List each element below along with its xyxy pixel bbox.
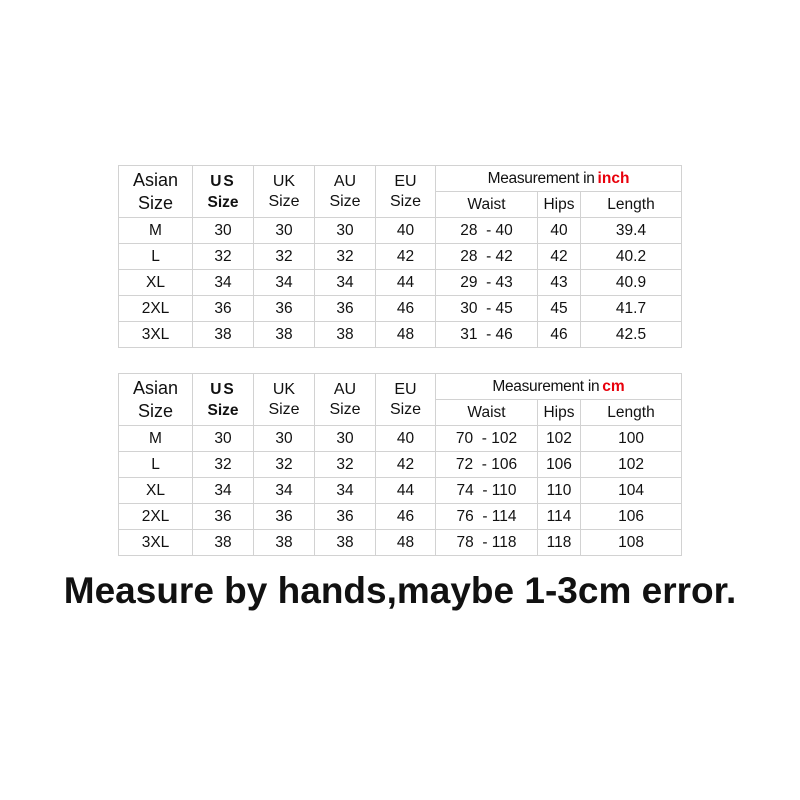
cell-length: 39.4 [581,218,682,244]
cell-hips: 43 [538,270,581,296]
cell-length: 40.9 [581,270,682,296]
cell-uk: 34 [254,478,315,504]
size-table-inch [118,165,682,348]
cell-uk: 38 [254,530,315,556]
cell-au: 36 [315,296,376,322]
cell-length: 104 [581,478,682,504]
header-uk-label: Size [268,192,300,210]
cell-uk: 32 [254,452,315,478]
cell-us: 34 [193,270,254,296]
cell-waist: 78 - 118 [436,530,538,556]
header-us-label: US [210,380,236,398]
cell-au: 34 [315,478,376,504]
header-row [119,166,682,192]
cell-uk: 36 [254,296,315,322]
header-eu-label: Size [389,192,422,210]
header-eu-label: Size [389,400,422,418]
header-eu-size [376,166,436,218]
header-us-label: Size [207,401,239,419]
header-us-label: Size [207,193,239,211]
measurement-prefix: Measurement in [492,378,600,395]
cell-hips: 46 [538,322,581,348]
header-us-label: US [210,172,236,190]
cell-eu: 44 [376,270,436,296]
cell-asian: 2XL [119,296,193,322]
cell-us: 30 [193,426,254,452]
subheader-hips: Hips [538,400,581,426]
cell-hips: 118 [538,530,581,556]
header-au-size [315,166,376,218]
measurement-unit: inch [597,170,630,187]
subheader-waist: Waist [436,400,538,426]
cell-asian: M [119,218,193,244]
cell-eu: 42 [376,452,436,478]
header-eu-size [376,374,436,426]
cell-us: 36 [193,504,254,530]
cell-waist: 31 - 46 [436,322,538,348]
cell-hips: 102 [538,426,581,452]
table-row [119,504,682,530]
cell-asian: 3XL [119,322,193,348]
cell-hips: 114 [538,504,581,530]
table-row [119,426,682,452]
header-asian-size [119,374,193,426]
cell-asian: L [119,244,193,270]
cell-au: 36 [315,504,376,530]
cell-asian: XL [119,478,193,504]
cell-eu: 46 [376,504,436,530]
header-asian-label: Size [137,400,173,421]
size-table-cm [118,373,682,556]
cell-eu: 48 [376,322,436,348]
header-eu-label: EU [394,172,417,190]
cell-hips: 42 [538,244,581,270]
header-au-size [315,374,376,426]
cell-uk: 36 [254,504,315,530]
header-us-size [193,166,254,218]
header-eu-label: EU [394,380,417,398]
subheader-waist: Waist [436,192,538,218]
measurement-prefix: Measurement in [487,170,595,187]
cell-hips: 110 [538,478,581,504]
cell-uk: 38 [254,322,315,348]
cell-us: 38 [193,322,254,348]
cell-waist: 76 - 114 [436,504,538,530]
cell-hips: 45 [538,296,581,322]
cell-uk: 30 [254,218,315,244]
cell-asian: L [119,452,193,478]
cell-length: 102 [581,452,682,478]
header-uk-label: UK [272,172,296,190]
table-row [119,478,682,504]
cell-au: 38 [315,530,376,556]
header-au-label: AU [333,380,357,398]
header-uk-size [254,374,315,426]
cell-waist: 74 - 110 [436,478,538,504]
cell-asian: 3XL [119,530,193,556]
cell-us: 34 [193,478,254,504]
measurement-note: Measure by hands,maybe 1-3cm error. [63,570,737,611]
header-au-label: AU [333,172,357,190]
table-row [119,296,682,322]
cell-au: 32 [315,244,376,270]
header-asian-label: Size [137,192,173,213]
measurement-unit: cm [602,378,625,395]
cell-waist: 72 - 106 [436,452,538,478]
subheader-length: Length [581,400,682,426]
header-uk-label: UK [272,380,296,398]
table-row [119,244,682,270]
cell-uk: 32 [254,244,315,270]
cell-length: 41.7 [581,296,682,322]
cell-length: 42.5 [581,322,682,348]
cell-au: 38 [315,322,376,348]
cell-length: 40.2 [581,244,682,270]
cell-waist: 30 - 45 [436,296,538,322]
header-au-label: Size [329,400,361,418]
cell-hips: 40 [538,218,581,244]
cell-asian: 2XL [119,504,193,530]
cell-waist: 28 - 42 [436,244,538,270]
cell-length: 100 [581,426,682,452]
cell-uk: 34 [254,270,315,296]
cell-length: 108 [581,530,682,556]
cell-us: 32 [193,244,254,270]
cell-waist: 70 - 102 [436,426,538,452]
header-us-size [193,374,254,426]
table-row [119,530,682,556]
cell-us: 38 [193,530,254,556]
cell-au: 32 [315,452,376,478]
measurement-header [436,166,682,192]
cell-length: 106 [581,504,682,530]
table-row [119,322,682,348]
header-asian-label: Asian [132,169,179,190]
cell-eu: 44 [376,478,436,504]
header-row [119,374,682,400]
cell-eu: 42 [376,244,436,270]
cell-waist: 28 - 40 [436,218,538,244]
measurement-header [436,374,682,400]
cell-eu: 46 [376,296,436,322]
table-row [119,270,682,296]
cell-us: 36 [193,296,254,322]
header-asian-label: Asian [132,377,179,398]
cell-au: 30 [315,218,376,244]
header-au-label: Size [329,192,361,210]
header-uk-label: Size [268,400,300,418]
cell-us: 30 [193,218,254,244]
cell-eu: 40 [376,426,436,452]
cell-asian: XL [119,270,193,296]
table-row [119,218,682,244]
header-uk-size [254,166,315,218]
cell-asian: M [119,426,193,452]
cell-uk: 30 [254,426,315,452]
cell-eu: 48 [376,530,436,556]
cell-us: 32 [193,452,254,478]
subheader-length: Length [581,192,682,218]
cell-eu: 40 [376,218,436,244]
cell-waist: 29 - 43 [436,270,538,296]
cell-au: 34 [315,270,376,296]
cell-au: 30 [315,426,376,452]
subheader-hips: Hips [538,192,581,218]
header-asian-size [119,166,193,218]
table-row [119,452,682,478]
cell-hips: 106 [538,452,581,478]
